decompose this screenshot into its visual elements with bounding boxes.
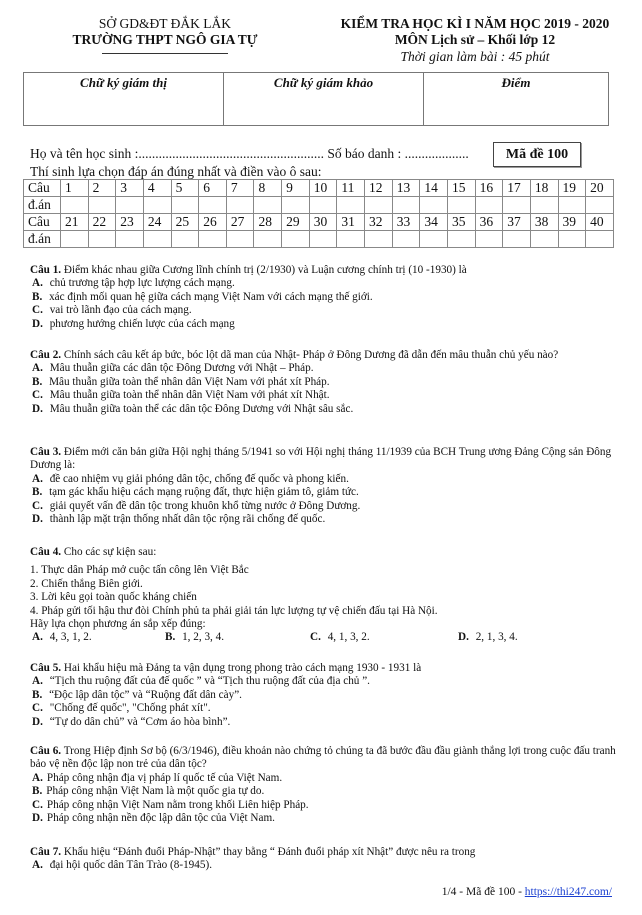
exam-title: KIỂM TRA HỌC KÌ I NĂM HỌC 2019 - 2020 xyxy=(340,16,610,31)
grid-question-number: 32 xyxy=(365,214,393,231)
option-text: Mâu thuẫn giữa các dân tộc Đông Dương với Nhật – Pháp. xyxy=(49,362,314,375)
page-footer xyxy=(442,886,612,898)
question-label: Câu 6. xyxy=(30,745,62,757)
question-3 xyxy=(30,446,620,526)
question-stem: Cho các sự kiện sau: xyxy=(61,546,157,558)
option-key: B. xyxy=(32,290,43,303)
grid-row-questions-1 xyxy=(24,180,614,197)
question-4 xyxy=(30,546,620,645)
option-a xyxy=(30,473,620,486)
question-stem: Chính sách câu kết áp bức, bóc lột dã man của Nhật- Pháp ở Đông Dương đã dẫn đến mâu thuẫn chủ yếu nào? xyxy=(61,349,559,361)
grid-answer-cell[interactable] xyxy=(475,231,503,248)
question-6 xyxy=(30,745,620,825)
option-text: 4, 1, 3, 2. xyxy=(327,631,370,644)
grid-answer-cell[interactable] xyxy=(503,231,531,248)
grid-question-number: 6 xyxy=(199,180,227,197)
option-key: B. xyxy=(32,785,43,798)
grid-answer-cell[interactable] xyxy=(309,231,337,248)
option-c xyxy=(30,702,620,715)
option-d xyxy=(30,716,620,729)
grid-answer-cell[interactable] xyxy=(88,231,116,248)
subject-line: MÔN Lịch sử – Khối lớp 12 xyxy=(394,32,556,47)
grid-question-number: 25 xyxy=(171,214,199,231)
option-text: “Độc lập dân tộc” và “Ruộng đất dân cày”. xyxy=(49,688,242,701)
signature-table xyxy=(23,72,609,126)
grid-question-number: 13 xyxy=(392,180,420,197)
grid-question-number: 15 xyxy=(447,180,475,197)
option-key: C. xyxy=(32,702,43,715)
option-text: Mâu thuẫn giữa toàn thể các dân tộc Đông Dương với Nhật sâu sắc. xyxy=(49,402,354,415)
grid-answer-cell[interactable] xyxy=(392,197,420,214)
question-1 xyxy=(30,264,620,331)
option-key: B. xyxy=(32,486,43,499)
option-key: B. xyxy=(165,631,176,644)
question-label: Câu 7. xyxy=(30,846,62,858)
option-key: B. xyxy=(32,688,43,701)
option-d xyxy=(30,403,620,416)
grid-answer-cell[interactable] xyxy=(171,197,199,214)
option-text: Pháp công nhận địa vị pháp lí quốc tế của Việt Nam. xyxy=(46,771,283,784)
grid-row-answers-1 xyxy=(24,197,614,214)
option-key: B. xyxy=(32,375,43,388)
school-name: TRƯỜNG THPT NGÔ GIA TỰ xyxy=(72,32,258,47)
option-key: D. xyxy=(32,715,43,728)
grid-answer-cell[interactable] xyxy=(447,197,475,214)
score-cell: Điểm xyxy=(424,73,609,126)
question-stem: Điểm khác nhau giữa Cương lĩnh chính trị (2/1930) và Luận cương chính trị (10 -1930) là xyxy=(61,264,467,276)
department-name: SỞ GD&ĐT ĐẮK LẮK xyxy=(98,16,232,31)
options-row xyxy=(30,631,620,644)
option-d xyxy=(30,513,620,526)
option-c xyxy=(30,304,620,317)
grid-question-number: 33 xyxy=(392,214,420,231)
grid-answer-cell[interactable] xyxy=(420,197,448,214)
exam-code-box: Mã đề 100 xyxy=(493,142,581,167)
option-text: "Chống đế quốc", "Chống phát xít". xyxy=(49,702,211,715)
grid-answer-cell[interactable] xyxy=(365,197,393,214)
option-a xyxy=(30,675,620,688)
grid-answer-cell[interactable] xyxy=(420,231,448,248)
grid-question-number: 39 xyxy=(558,214,586,231)
grid-answer-cell[interactable] xyxy=(254,231,282,248)
grid-question-number: 1 xyxy=(61,180,89,197)
grid-answer-cell[interactable] xyxy=(226,197,254,214)
option-key: D. xyxy=(32,812,43,825)
option-text: Pháp công nhận Việt Nam nằm trong khối Liên hiệp Pháp. xyxy=(46,798,309,811)
option-key: D. xyxy=(32,317,43,330)
grid-question-number: 11 xyxy=(337,180,365,197)
option-text: vai trò lãnh đạo của cách mạng. xyxy=(49,304,192,317)
option-text: thành lập mặt trận thống nhất dân tộc rộng rãi chống đế quốc. xyxy=(49,513,326,526)
option-key: A. xyxy=(32,631,43,644)
grid-question-number: 3 xyxy=(116,180,144,197)
option-b xyxy=(165,631,310,644)
grid-answer-cell[interactable] xyxy=(282,231,310,248)
event-2: 2. Chiến thắng Biên giới. xyxy=(30,577,143,590)
invigilator-signature-cell: Chữ ký giám thị xyxy=(24,73,224,126)
grid-label-question: Câu xyxy=(24,180,61,197)
option-text: “Tự do dân chủ” và “Cơm áo hòa bình”. xyxy=(49,715,231,728)
grid-question-number: 9 xyxy=(282,180,310,197)
question-label: Câu 3. xyxy=(30,446,62,458)
grid-answer-cell[interactable] xyxy=(586,231,614,248)
grid-answer-cell[interactable] xyxy=(61,231,89,248)
grid-question-number: 36 xyxy=(475,214,503,231)
option-a xyxy=(30,362,620,375)
grid-question-number: 28 xyxy=(254,214,282,231)
grid-answer-cell[interactable] xyxy=(447,231,475,248)
student-id-field[interactable]: Số báo danh : ................... xyxy=(327,146,469,161)
grid-answer-cell[interactable] xyxy=(143,231,171,248)
grid-question-number: 4 xyxy=(143,180,171,197)
grid-question-number: 38 xyxy=(530,214,558,231)
grid-answer-cell[interactable] xyxy=(558,197,586,214)
grid-answer-cell[interactable] xyxy=(199,197,227,214)
option-key: C. xyxy=(32,798,43,811)
grid-question-number: 16 xyxy=(475,180,503,197)
option-text: Pháp công nhận nền độc lập dân tộc của Việt Nam. xyxy=(46,812,275,825)
grid-question-number: 34 xyxy=(420,214,448,231)
option-text: 4, 3, 1, 2. xyxy=(49,631,92,644)
option-text: phương hướng chiến lược của cách mạng xyxy=(49,317,235,330)
instruction-text: Thí sinh lựa chọn đáp án đúng nhất và điền vào ô sau: xyxy=(30,164,322,179)
grid-answer-cell[interactable] xyxy=(337,231,365,248)
grid-label-question: Câu xyxy=(24,214,61,231)
grid-question-number: 8 xyxy=(254,180,282,197)
question-2 xyxy=(30,349,620,416)
duration-line: Thời gian làm bài : 45 phút xyxy=(400,49,550,64)
option-c xyxy=(30,799,620,812)
event-1: 1. Thực dân Pháp mở cuộc tấn công lên Việt Bắc xyxy=(30,564,249,577)
question-label: Câu 1. xyxy=(30,264,62,276)
grid-question-number: 40 xyxy=(586,214,614,231)
grid-question-number: 2 xyxy=(88,180,116,197)
grid-question-number: 17 xyxy=(503,180,531,197)
grid-question-number: 10 xyxy=(309,180,337,197)
grid-question-number: 12 xyxy=(365,180,393,197)
grid-question-number: 5 xyxy=(171,180,199,197)
grid-answer-cell[interactable] xyxy=(558,231,586,248)
option-key: A. xyxy=(32,362,43,375)
examiner-signature-cell: Chữ ký giám khảo xyxy=(224,73,424,126)
grid-answer-cell[interactable] xyxy=(61,197,89,214)
grid-question-number: 26 xyxy=(199,214,227,231)
question-stem: Điểm mới căn bản giữa Hội nghị tháng 5/1941 so với Hội nghị tháng 11/1939 của BCH Trung ương Đảng Cộng sản Đông Dương là: xyxy=(30,446,612,472)
option-key: C. xyxy=(32,304,43,317)
option-text: “Tịch thu ruộng đất của đế quốc ” và “Tịch thu ruộng đất của địa chủ ”. xyxy=(49,675,370,688)
grid-question-number: 20 xyxy=(586,180,614,197)
grid-question-number: 18 xyxy=(530,180,558,197)
grid-question-number: 30 xyxy=(309,214,337,231)
grid-answer-cell[interactable] xyxy=(309,197,337,214)
option-b xyxy=(30,486,620,499)
grid-label-answer: đ.án xyxy=(24,231,61,248)
option-text: Pháp công nhận Việt Nam là một quốc gia tự do. xyxy=(46,785,265,798)
grid-answer-cell[interactable] xyxy=(365,231,393,248)
answer-grid xyxy=(23,179,614,248)
option-text: tạm gác khẩu hiệu cách mạng ruộng đất, thực hiện giảm tô, giảm tức. xyxy=(49,486,359,499)
grid-question-number: 24 xyxy=(143,214,171,231)
option-b xyxy=(30,291,620,304)
option-d xyxy=(458,631,591,644)
option-b xyxy=(30,689,620,702)
question-7 xyxy=(30,846,620,873)
grid-answer-cell[interactable] xyxy=(282,197,310,214)
option-key: A. xyxy=(32,771,43,784)
student-info-line xyxy=(30,146,469,162)
question-stem: Hai khẩu hiệu mà Đảng ta vận dụng trong phong trào cách mạng 1930 - 1931 là xyxy=(61,662,422,674)
grid-row-questions-2 xyxy=(24,214,614,231)
question-prompt: Hãy lựa chọn phương án sắp xếp đúng: xyxy=(30,618,206,631)
option-b xyxy=(30,785,620,798)
option-a xyxy=(32,631,165,644)
option-text: xác định mối quan hệ giữa cách mạng Việt Nam với cách mạng thế giới. xyxy=(49,290,373,303)
option-key: A. xyxy=(32,472,43,485)
grid-question-number: 27 xyxy=(226,214,254,231)
event-4: 4. Pháp gửi tối hậu thư đòi Chính phủ ta phải giải tán lực lượng tự vệ chiến đấu tại Hà Nội. xyxy=(30,604,438,617)
question-label: Câu 4. xyxy=(30,546,62,558)
option-d xyxy=(30,318,620,331)
option-a xyxy=(30,772,620,785)
grid-question-number: 14 xyxy=(420,180,448,197)
option-c xyxy=(310,631,458,644)
page-info: 1/4 - Mã đề 100 - xyxy=(441,886,525,898)
question-label: Câu 2. xyxy=(30,349,62,361)
option-key: A. xyxy=(32,859,43,872)
grid-question-number: 31 xyxy=(337,214,365,231)
option-text: Mâu thuẫn giữa toàn thể nhân dân Việt Nam với phát xít Nhật. xyxy=(49,389,330,402)
grid-answer-cell[interactable] xyxy=(530,197,558,214)
grid-answer-cell[interactable] xyxy=(586,197,614,214)
grid-question-number: 35 xyxy=(447,214,475,231)
grid-answer-cell[interactable] xyxy=(337,197,365,214)
option-text: Mâu thuẫn giữa toàn thể nhân dân Việt Nam với phát xít Pháp. xyxy=(49,375,330,388)
grid-answer-cell[interactable] xyxy=(116,197,144,214)
grid-answer-cell[interactable] xyxy=(475,197,503,214)
option-key: A. xyxy=(32,277,43,290)
grid-answer-cell[interactable] xyxy=(199,231,227,248)
option-key: C. xyxy=(32,499,43,512)
grid-answer-cell[interactable] xyxy=(392,231,420,248)
question-stem: Khẩu hiệu “Đánh đuổi Pháp-Nhật” thay bằng “ Đánh đuổi pháp xít Nhật” được nêu ra trong xyxy=(61,846,476,858)
grid-question-number: 23 xyxy=(116,214,144,231)
option-key: C. xyxy=(32,389,43,402)
grid-question-number: 37 xyxy=(503,214,531,231)
option-text: đề cao nhiệm vụ giải phóng dân tộc, chống đế quốc và phong kiến. xyxy=(49,472,349,485)
option-key: C. xyxy=(310,631,321,644)
option-text: chủ trương tập hợp lực lượng cách mạng. xyxy=(49,277,235,290)
school-underline xyxy=(102,53,228,54)
question-5 xyxy=(30,662,620,729)
option-a xyxy=(30,277,620,290)
grid-answer-cell[interactable] xyxy=(171,231,199,248)
option-key: D. xyxy=(458,631,469,644)
option-d xyxy=(30,812,620,825)
question-stem: Trong Hiệp định Sơ bộ (6/3/1946), điều khoản nào chứng tỏ chúng ta đã bước đầu đầu giành thắng lợi trong cuộc đấu tranh bảo vệ nền độc lập non trẻ của dân tộc? xyxy=(30,745,616,771)
option-key: D. xyxy=(32,402,43,415)
grid-answer-cell[interactable] xyxy=(143,197,171,214)
source-link[interactable]: https://thi247.com/ xyxy=(524,886,612,898)
grid-answer-cell[interactable] xyxy=(116,231,144,248)
grid-answer-cell[interactable] xyxy=(503,197,531,214)
student-name-field[interactable]: Họ và tên học sinh :....................................................... xyxy=(30,146,324,161)
event-3: 3. Lời kêu gọi toàn quốc kháng chiến xyxy=(30,591,197,604)
grid-question-number: 21 xyxy=(61,214,89,231)
option-text: giải quyết vấn đề dân tộc trong khuôn khổ từng nước ở Đông Dương. xyxy=(49,499,361,512)
grid-answer-cell[interactable] xyxy=(530,231,558,248)
grid-answer-cell[interactable] xyxy=(88,197,116,214)
grid-answer-cell[interactable] xyxy=(226,231,254,248)
option-c xyxy=(30,389,620,402)
grid-answer-cell[interactable] xyxy=(254,197,282,214)
option-key: D. xyxy=(32,513,43,526)
grid-question-number: 22 xyxy=(88,214,116,231)
grid-question-number: 29 xyxy=(282,214,310,231)
option-text: 2, 1, 3, 4. xyxy=(475,631,518,644)
option-a xyxy=(30,859,620,872)
grid-question-number: 7 xyxy=(226,180,254,197)
question-label: Câu 5. xyxy=(30,662,62,674)
option-key: A. xyxy=(32,675,43,688)
option-text: đại hội quốc dân Tân Trào (8-1945). xyxy=(49,859,212,872)
grid-question-number: 19 xyxy=(558,180,586,197)
option-text: 1, 2, 3, 4. xyxy=(182,631,225,644)
grid-row-answers-2 xyxy=(24,231,614,248)
option-b xyxy=(30,376,620,389)
option-c xyxy=(30,500,620,513)
grid-label-answer: đ.án xyxy=(24,197,61,214)
